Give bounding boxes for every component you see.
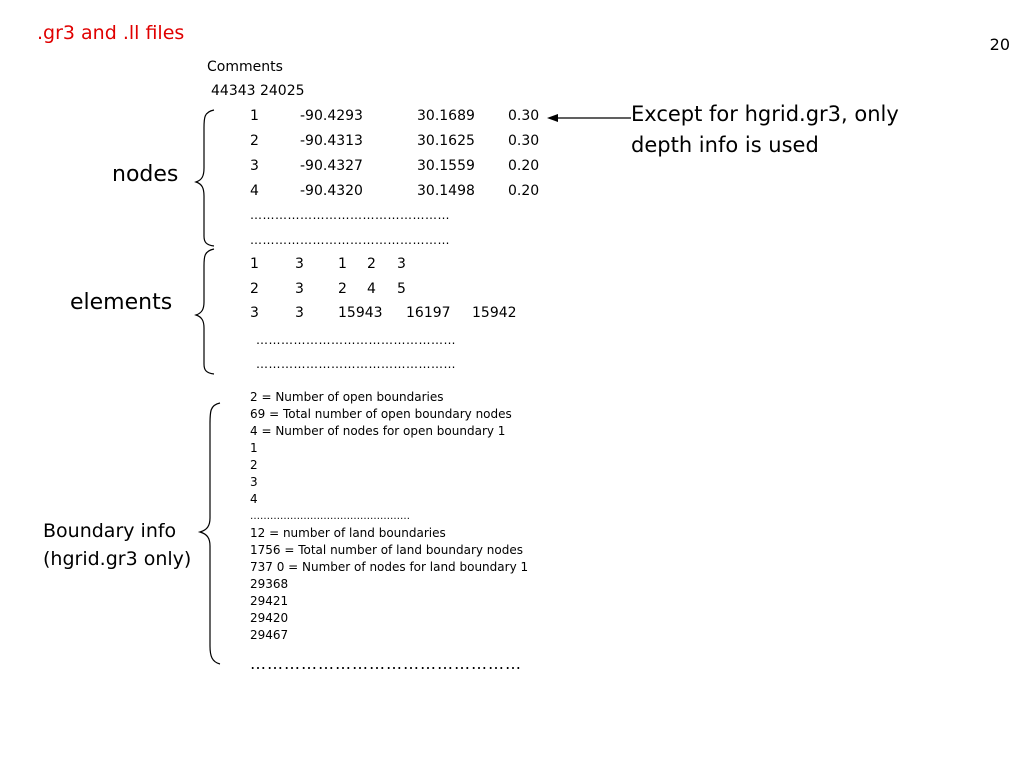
nodes-brace bbox=[196, 110, 214, 246]
boundary-line: 69 = Total number of open boundary nodes bbox=[250, 407, 512, 421]
element-node: 2 bbox=[367, 256, 376, 272]
element-type: 3 bbox=[295, 256, 304, 272]
boundary-line: 1756 = Total number of land boundary nodes bbox=[250, 543, 524, 557]
boundary-line: 12 = number of land boundaries bbox=[250, 526, 446, 540]
annotation-line1: Except for hgrid.gr3, only bbox=[631, 102, 899, 126]
boundary-line: 2 = Number of open boundaries bbox=[250, 390, 444, 404]
page-number: 20 bbox=[989, 35, 1010, 54]
element-node: 5 bbox=[397, 281, 406, 297]
annotation-arrow-head bbox=[547, 114, 558, 122]
elements-ellipsis: ………………………………………… bbox=[256, 333, 456, 347]
boundary-line: 3 bbox=[250, 475, 258, 489]
boundary-brace bbox=[200, 403, 220, 664]
node-depth: 0.30 bbox=[508, 133, 540, 149]
node-y: 30.1625 bbox=[417, 133, 475, 149]
boundary-line: 29421 bbox=[250, 594, 289, 608]
node-x: -90.4293 bbox=[300, 108, 363, 124]
boundary-line: 4 = Number of nodes for open boundary 1 bbox=[250, 424, 506, 438]
boundary-line: 737 0 = Number of nodes for land boundary 1 bbox=[250, 560, 529, 574]
comments-line: Comments bbox=[207, 59, 283, 75]
node-y: 30.1498 bbox=[417, 183, 475, 199]
node-depth: 0.20 bbox=[508, 183, 540, 199]
nodes-label: nodes bbox=[112, 162, 179, 187]
node-element-counts: 44343 24025 bbox=[211, 83, 305, 99]
boundary-line: 29420 bbox=[250, 611, 289, 625]
node-x: -90.4320 bbox=[300, 183, 363, 199]
element-id: 1 bbox=[250, 256, 259, 272]
element-node: 15943 bbox=[338, 305, 383, 321]
node-y: 30.1559 bbox=[417, 158, 475, 174]
node-x: -90.4313 bbox=[300, 133, 363, 149]
element-node: 3 bbox=[397, 256, 406, 272]
nodes-ellipsis: ………………………………………… bbox=[250, 233, 450, 247]
element-node: 16197 bbox=[406, 305, 451, 321]
element-node: 4 bbox=[367, 281, 376, 297]
elements-label: elements bbox=[70, 290, 173, 315]
element-type: 3 bbox=[295, 281, 304, 297]
node-x: -90.4327 bbox=[300, 158, 363, 174]
elements-ellipsis: ………………………………………… bbox=[256, 357, 456, 371]
node-id: 2 bbox=[250, 133, 259, 149]
element-id: 3 bbox=[250, 305, 259, 321]
boundary-line: 29467 bbox=[250, 628, 289, 642]
element-id: 2 bbox=[250, 281, 259, 297]
boundary-label-line1: Boundary info bbox=[43, 520, 177, 542]
nodes-ellipsis: ………………………………………… bbox=[250, 208, 450, 222]
boundary-line: 29368 bbox=[250, 577, 289, 591]
element-node: 1 bbox=[338, 256, 347, 272]
node-depth: 0.20 bbox=[508, 158, 540, 174]
boundary-label-line2: (hgrid.gr3 only) bbox=[43, 548, 192, 570]
annotation-line2: depth info is used bbox=[631, 133, 819, 157]
elements-brace bbox=[196, 249, 214, 374]
element-type: 3 bbox=[295, 305, 304, 321]
boundary-line: 1 bbox=[250, 441, 258, 455]
slide-title: .gr3 and .ll files bbox=[37, 22, 185, 44]
boundary-line: 2 bbox=[250, 458, 258, 472]
node-depth: 0.30 bbox=[508, 108, 540, 124]
node-id: 1 bbox=[250, 108, 259, 124]
node-id: 4 bbox=[250, 183, 259, 199]
boundary-line: ………………………………………… bbox=[250, 511, 410, 522]
node-y: 30.1689 bbox=[417, 108, 475, 124]
element-node: 2 bbox=[338, 281, 347, 297]
boundary-line: 4 bbox=[250, 492, 258, 506]
boundary-final-ellipsis: ………………………………………… bbox=[250, 654, 522, 673]
node-id: 3 bbox=[250, 158, 259, 174]
element-node: 15942 bbox=[472, 305, 517, 321]
